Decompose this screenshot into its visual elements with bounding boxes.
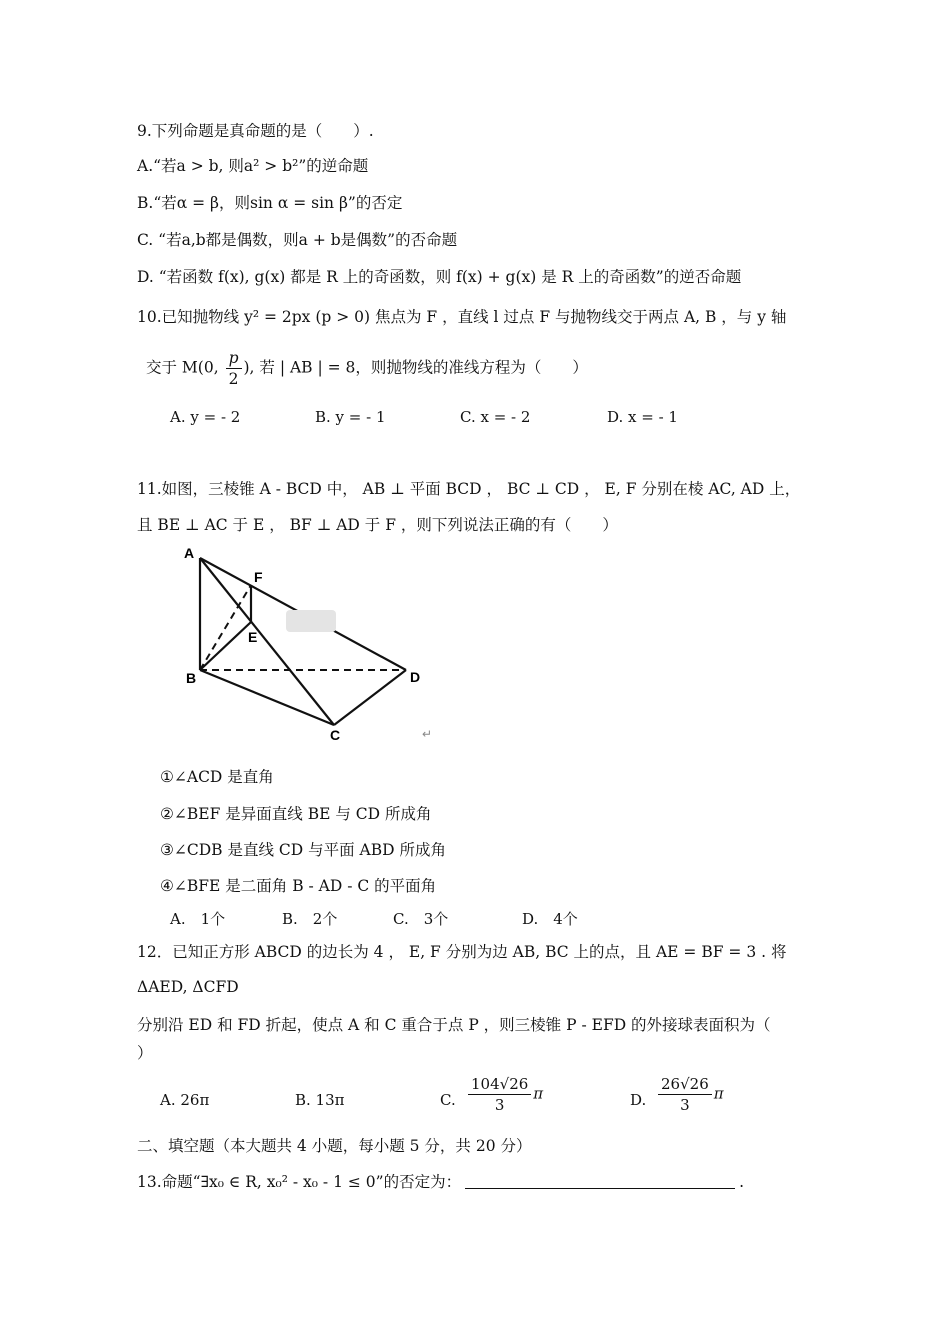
vertex-label-b: B xyxy=(186,670,197,686)
edge-ac xyxy=(200,558,334,725)
q10-option-a: A. y = - 2 xyxy=(170,408,241,426)
q12-option-d-num: 26√26 xyxy=(658,1074,712,1095)
q12-options xyxy=(160,1074,860,1126)
q11-options xyxy=(170,908,870,932)
q12-stem-line4: ） xyxy=(137,1044,153,1062)
vertex-label-d: D xyxy=(410,669,421,685)
q9-option-d: D. “若函数 f(x), g(x) 都是 R 上的奇函数，则 f(x) + g(x) 是 R 上的奇函数”的逆否命题 xyxy=(137,268,742,286)
q11-statement-1: ①∠ACD 是直角 xyxy=(160,768,274,786)
q12-option-d-label: D. xyxy=(630,1091,647,1109)
q11-stem-line1: 11.如图，三棱锥 A - BCD 中， AB ⊥ 平面 BCD ， BC ⊥ CD ， E, F 分别在棱 AC, AD 上， xyxy=(137,480,801,498)
q12-option-c-pi: π xyxy=(533,1084,544,1103)
q11-option-b: B. 2个 xyxy=(282,910,338,928)
q9-option-b: B.“若α = β，则sin α = sin β”的否定 xyxy=(137,194,403,212)
q13-answer-blank[interactable] xyxy=(465,1172,735,1189)
blurred-watermark xyxy=(286,610,336,632)
q11-option-c: C. 3个 xyxy=(393,910,449,928)
q12-option-a: A. 26π xyxy=(160,1091,210,1109)
q10-option-b: B. y = - 1 xyxy=(315,408,386,426)
q12-option-c-label: C. xyxy=(440,1091,456,1109)
q12-option-d-pi: π xyxy=(713,1084,724,1103)
q12-stem-line3: 分别沿 ED 和 FD 折起，使点 A 和 C 重合于点 P ，则三棱锥 P - EFD 的外接球表面积为（ xyxy=(137,1016,771,1034)
q9-option-a: A.“若a > b, 则a² > b²”的逆命题 xyxy=(137,157,369,175)
section-heading: 二、填空题（本大题共 4 小题，每小题 5 分，共 20 分） xyxy=(137,1137,532,1155)
q12-stem-line2: ΔAED, ΔCFD xyxy=(137,978,239,996)
q13-stem-line xyxy=(137,1171,744,1193)
q11-statement-4: ④∠BFE 是二面角 B - AD - C 的平面角 xyxy=(160,877,437,895)
q10-fraction xyxy=(226,348,242,389)
edge-bc xyxy=(200,670,334,725)
q11-stem-line2: 且 BE ⊥ AC 于 E ， BF ⊥ AD 于 F ，则下列说法正确的有（ ） xyxy=(137,516,618,534)
vertex-label-a: A xyxy=(184,545,195,561)
q11-option-d: D. 4个 xyxy=(522,910,578,928)
q12-stem-line1: 12．已知正方形 ABCD 的边长为 4 ， E, F 分别为边 AB, BC 上的点，且 AE = BF = 3 . 将 xyxy=(137,943,787,961)
q10-stem-post: ), 若 | AB | = 8，则抛物线的准线方程为（ ） xyxy=(243,358,588,377)
q9-option-c: C. “若a,b都是偶数，则a + b是偶数”的否命题 xyxy=(137,231,458,249)
q12-option-c-den: 3 xyxy=(494,1096,505,1114)
q10-stem-line2 xyxy=(146,348,588,389)
vertex-label-c: C xyxy=(330,727,341,743)
q12-option-c-fraction xyxy=(468,1074,531,1115)
q11-option-a: A. 1个 xyxy=(170,910,226,928)
q10-options xyxy=(170,406,870,430)
q10-frac-num: p xyxy=(226,348,242,369)
q12-option-b: B. 13π xyxy=(295,1091,345,1109)
q12-option-c-value xyxy=(466,1074,543,1115)
q10-option-c: C. x = - 2 xyxy=(460,408,531,426)
tetrahedron-figure xyxy=(170,540,460,745)
q10-stem-pre: 交于 M(0, xyxy=(146,358,224,377)
edge-cd xyxy=(334,670,406,725)
vertex-label-e: E xyxy=(248,629,258,645)
q9-stem: 9.下列命题是真命题的是（ ）. xyxy=(137,122,374,140)
segment-bf-dashed xyxy=(200,585,251,670)
q12-option-d-fraction xyxy=(658,1074,712,1115)
q12-option-d-den: 3 xyxy=(680,1096,690,1114)
q12-option-c-num: 104√26 xyxy=(468,1074,531,1095)
q10-stem-line1: 10.已知抛物线 y² = 2px (p > 0) 焦点为 F ，直线 l 过点 F 与抛物线交于两点 A, B ，与 y 轴 xyxy=(137,308,787,326)
q13-stem: 13.命题“∃x₀ ∈ R, x₀² - x₀ - 1 ≤ 0”的否定为： xyxy=(137,1173,462,1191)
q10-option-d: D. x = - 1 xyxy=(607,408,678,426)
q12-option-d-value xyxy=(656,1074,724,1115)
vertex-label-f: F xyxy=(254,569,263,585)
q11-statement-2: ②∠BEF 是异面直线 BE 与 CD 所成角 xyxy=(160,805,432,823)
q13-end: . xyxy=(739,1173,745,1191)
q11-statement-3: ③∠CDB 是直线 CD 与平面 ABD 所成角 xyxy=(160,841,446,859)
q10-frac-den: 2 xyxy=(228,370,239,388)
paragraph-mark: ↵ xyxy=(422,727,433,741)
